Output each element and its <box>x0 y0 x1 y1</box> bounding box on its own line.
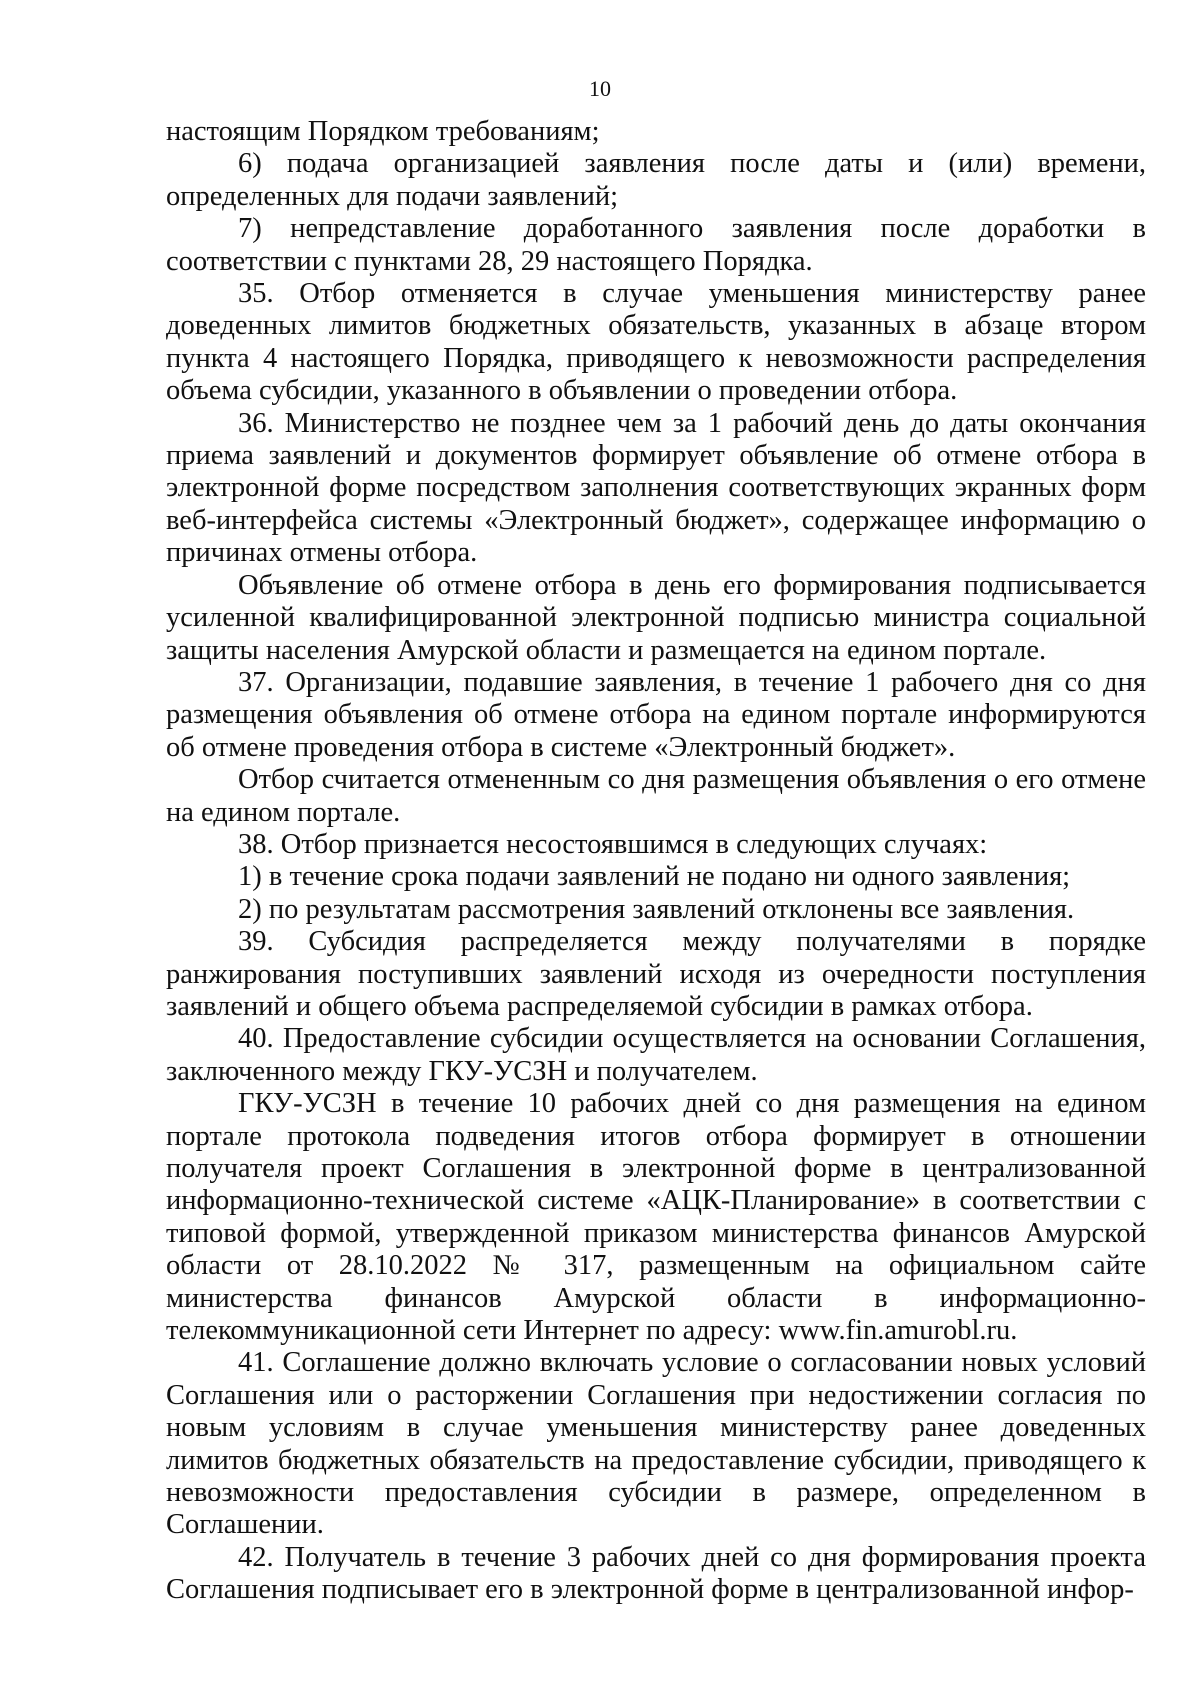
paragraph: ГКУ-УСЗН в течение 10 рабочих дней со дня размещения на едином портале протокола подведения итогов отбора формирует в отношении получателя проект Соглашения в электронной форме в централизованной информационно-технической системе «АЦК-Планирование» в соответствии с типовой формой, утвержденной приказом министерства финансов Амурской области от 28.10.2022 № 317, размещенным на официальном сайте министерства финансов Амурской области в информационно-телекоммуникационной сети Интернет по адресу: www.fin.amurobl.ru. <box>166 1088 1146 1347</box>
paragraph: 38. Отбор признается несостоявшимся в следующих случаях: <box>238 828 988 860</box>
document-body <box>166 116 1146 1607</box>
paragraph: 39. Субсидия распределяется между получателями в порядке ранжирования поступивших заявлений исходя из очередности поступления заявлений и общего объема распределяемой субсидии в рамках отбора. <box>166 926 1146 1022</box>
page-number: 10 <box>589 76 611 101</box>
paragraph: 36. Министерство не позднее чем за 1 рабочий день до даты окончания приема заявлений и документов формирует объявление об отмене отбора в электронной форме посредством заполнения соответствующих экранных форм веб-интерфейса системы «Электронный бюджет», содержащее информацию о причинах отмены отбора. <box>166 407 1146 569</box>
paragraph: 37. Организации, подавшие заявления, в течение 1 рабочего дня со дня размещения объявления об отмене отбора на едином портале информируются об отмене проведения отбора в системе «Электронный бюджет». <box>166 666 1146 763</box>
paragraph: 40. Предоставление субсидии осуществляется на основании Соглашения, заключенного между ГКУ-УСЗН и получателем. <box>166 1023 1146 1087</box>
paragraph: Объявление об отмене отбора в день его формирования подписывается усиленной квалифицированной электронной подписью министра социальной защиты населения Амурской области и размещается на едином портале. <box>166 569 1146 666</box>
paragraph: 2) по результатам рассмотрения заявлений отклонены все заявления. <box>238 893 1075 925</box>
paragraph: 42. Получатель в течение 3 рабочих дней со дня формирования проекта Соглашения подписывает его в электронной форме в централизованной инфор- <box>166 1541 1146 1606</box>
paragraph: Отбор считается отмененным со дня размещения объявления о его отмене на едином портале. <box>166 764 1146 828</box>
paragraph: настоящим Порядком требованиям; <box>166 116 600 147</box>
paragraph: 1) в течение срока подачи заявлений не подано ни одного заявления; <box>238 861 1071 893</box>
paragraph: 41. Соглашение должно включать условие о согласовании новых условий Соглашения или о расторжении Соглашения при недостижении согласия по новым условиям в случае уменьшения министерству ранее доведенных лимитов бюджетных обязательств на предоставление субсидии, приводящего к невозможности предоставления субсидии в размере, определенном в Соглашении. <box>166 1347 1146 1541</box>
paragraph: 6) подача организацией заявления после даты и (или) времени, определенных для подачи заявлений; <box>166 148 1146 212</box>
paragraph: 7) непредставление доработанного заявления после доработки в соответствии с пунктами 28, 29 настоящего Порядка. <box>166 213 1146 277</box>
paragraph: 35. Отбор отменяется в случае уменьшения министерству ранее доведенных лимитов бюджетных обязательств, указанных в абзаце втором пункта 4 настоящего Порядка, приводящего к невозможности распределения объема субсидии, указанного в объявлении о проведении отбора. <box>166 278 1146 407</box>
